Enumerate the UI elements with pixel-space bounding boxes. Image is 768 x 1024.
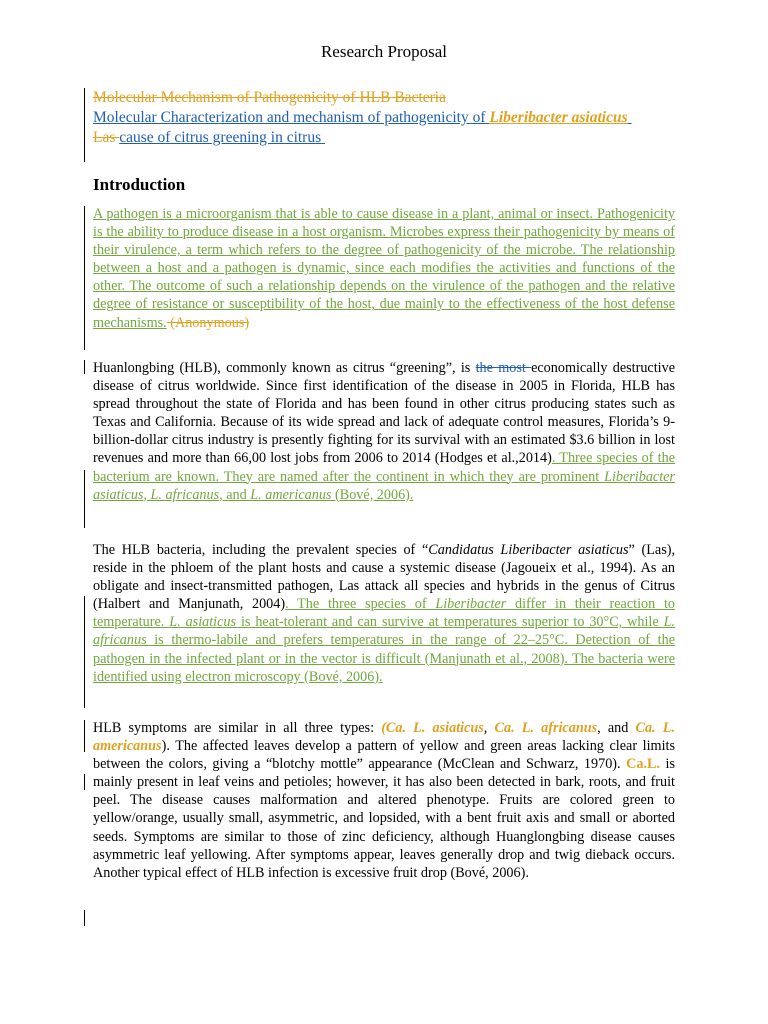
change-bar xyxy=(84,470,85,528)
p2-deleted: the most xyxy=(475,360,532,376)
change-bar xyxy=(84,720,85,752)
change-bar xyxy=(84,88,85,162)
page-header: Research Proposal xyxy=(320,42,448,61)
p1-deleted: (Anonymous) xyxy=(166,314,250,331)
section-heading: Introduction xyxy=(93,175,186,194)
p1-inserted: A pathogen is a microorganism that is able to cause disease in a plant, animal or insect. Pathogenicity is the ability to produce disease in a host organism. Microbes express their pathogenicity by means of their virulence, a term which refers to the degree of pathogenicity of the microbe. The relationship between a host and a pathogen is dynamic, since each modifies the activities and functions of the other. The outcome of such a relationship depends on the virulence of the pathogen and the relative degree of resistance or susceptibility of the host, due mainly to the effectiveness of the host defense mechanisms. xyxy=(93,206,675,331)
change-bar xyxy=(84,596,85,708)
change-bar xyxy=(84,774,85,790)
title-deleted: Molecular Mechanism of Pathogenicity of HLB Bacteria xyxy=(93,89,446,106)
paragraph-1[interactable] xyxy=(93,205,675,332)
change-bar xyxy=(84,206,85,350)
change-bar xyxy=(84,360,85,374)
proposal-title[interactable] xyxy=(93,88,693,148)
text-cursor[interactable] xyxy=(84,910,85,926)
title-inserted-b: cause of citrus greening in citrus xyxy=(119,129,322,146)
title-inserted: Molecular Characterization and mechanism of pathogenicity of xyxy=(93,109,490,126)
paragraph-3[interactable]: The HLB bacteria, including the prevalent species of “Candidatus Liberibacter asiaticus” (Las), reside in the phloem of the plant hosts and cause a systemic disease (Jagoueix et al., 1994). As an obligate and insect-transmitted pathogen, Las attack all species and hybrids in the genus of Citrus (Halbert and Manjunath, 2004). The three species of Liberibacter differ in their reaction to temperature. L. asiaticus is heat-tolerant and can survive at temperatures superior to 30°C, while L. africanus is thermo-labile and prefers temperatures in the range of 22–25°C. Detection of the pathogen in the infected plant or in the vector is difficult (Manjunath et al., 2008). The bacteria were identified using electron microscopy (Bové, 2006). xyxy=(93,542,675,685)
paragraph-4[interactable]: HLB symptoms are similar in all three types: (Ca. L. asiaticus, Ca. L. africanus, and Ca. L. americanus). The affected leaves develop a pattern of yellow and green areas lacking clear limits between the colors, giving a “blotchy mottle” appearance (McClean and Schwarz, 1970). Ca.L. is mainly present in leaf veins and petioles; however, it has also been detected in bark, roots, and fruit peel. The disease causes malformation and altered phenotype. Fruits are colored green to yellow/orange, usually small, asymmetric, and lopsided, with a bent fruit axis and small or aborted seeds. Symptoms are similar to those of zinc deficiency, although Huanglongbing disease causes asymmetric leaf yellowing. After symptoms appear, leaves generally drop and twig dieback occurs. Another typical effect of HLB infection is excessive fruit drop (Bové, 2006). xyxy=(93,720,675,881)
paragraph-2[interactable]: Huanlongbing (HLB), commonly known as citrus “greening”, is the most economically destructive disease of citrus worldwide. Since first identification of the disease in 2005 in Florida, HLB has spread throughout the state of Florida and has been found in other citrus producing states such as Texas and California. Because of its wide spread and lack of adequate control measures, Florida’s 9-billion-dollar citrus industry is presently fighting for its survival with an estimated $3.6 billion in lost revenues and more than 66,00 lost jobs from 2006 to 2014 (Hodges et al.,2014). Three species of the bacterium are known. They are named after the continent in which they are prominent Liberibacter asiaticus, L. africanus, and L. americanus (Bové, 2006). xyxy=(93,360,676,503)
title-species: Liberibacter asiaticus xyxy=(489,109,628,126)
title-deleted-las: Las xyxy=(93,129,120,146)
